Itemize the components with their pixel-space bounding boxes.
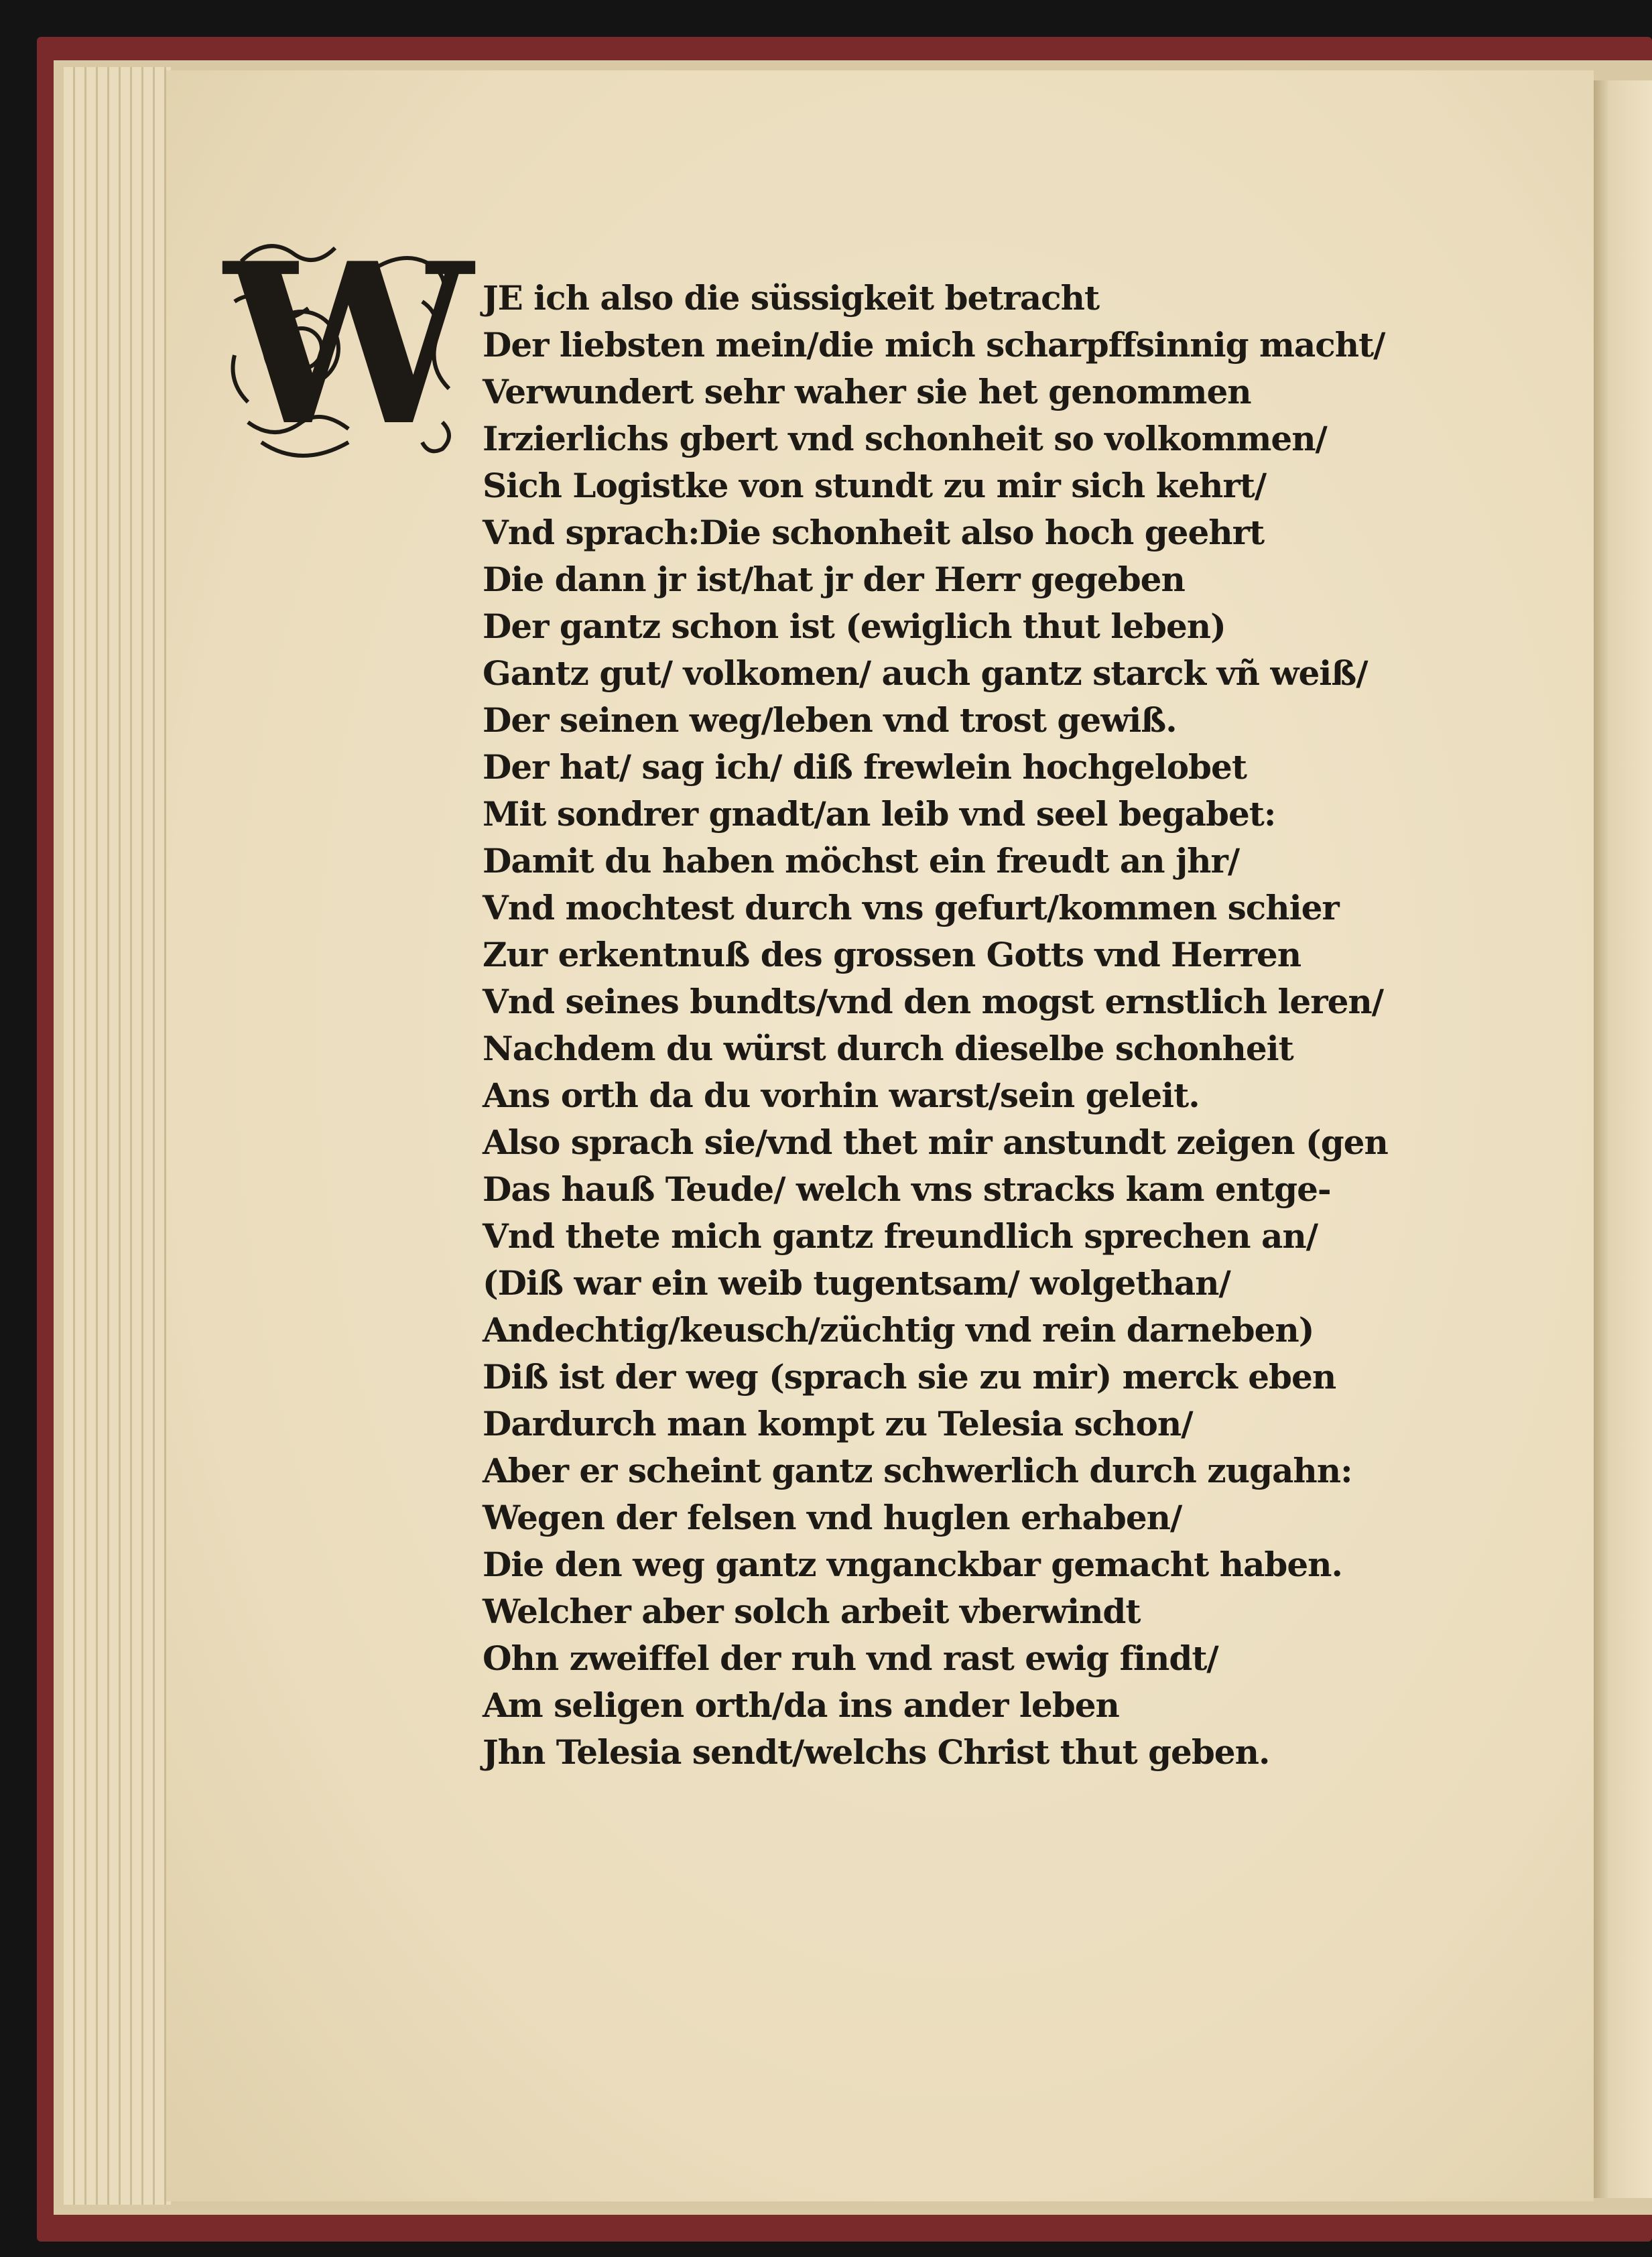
text-line: Vnd seines bundts/vnd den mogst ernstlich leren/ xyxy=(483,982,1384,1021)
text-line: Sich Logistke von stundt zu mir sich kehrt/ xyxy=(483,466,1267,505)
text-line: Jhn Telesia sendt/welchs Christ thut geben. xyxy=(483,1732,1270,1772)
text-line: Ohn zweiffel der ruh vnd rast ewig findt/ xyxy=(483,1638,1218,1678)
text-line: Vnd thete mich gantz freundlich sprechen an/ xyxy=(483,1216,1318,1256)
initial-letter: W xyxy=(224,221,473,474)
text-line: Verwundert sehr waher sie het genommen xyxy=(483,372,1251,411)
text-line: Nachdem du würst durch dieselbe schonheit xyxy=(483,1029,1293,1068)
text-line: Irzierlichs gbert vnd schonheit so volkommen/ xyxy=(483,419,1327,458)
text-line: Aber er scheint gantz schwerlich durch zugahn: xyxy=(483,1451,1352,1490)
text-line: Vnd mochtest durch vns gefurt/kommen schier xyxy=(483,888,1339,927)
text-line: JE ich also die süssigkeit betracht xyxy=(483,278,1100,318)
text-line: Mit sondrer gnadt/an leib vnd seel begabet: xyxy=(483,794,1276,834)
text-line: Die dann jr ist/hat jr der Herr gegeben xyxy=(483,560,1185,599)
text-line: Gantz gut/ volkomen/ auch gantz starck vñ weiß/ xyxy=(483,653,1368,693)
poem-text xyxy=(483,275,1388,1776)
text-line: Also sprach sie/vnd thet mir anstundt zeigen (gen xyxy=(483,1122,1388,1162)
text-line: Das hauß Teude/ welch vns stracks kam entge- xyxy=(483,1169,1331,1209)
text-line: Am seligen orth/da ins ander leben xyxy=(483,1685,1119,1725)
facing-page-edge xyxy=(1592,80,1652,2198)
text-line: (Diß war ein weib tugentsam/ wolgethan/ xyxy=(483,1263,1230,1303)
text-line: Diß ist der weg (sprach sie zu mir) merck eben xyxy=(483,1357,1336,1397)
text-line: Ans orth da du vorhin warst/sein geleit. xyxy=(483,1076,1200,1115)
text-line: Andechtig/keusch/züchtig vnd rein darneben) xyxy=(483,1310,1314,1350)
page-edges xyxy=(64,67,171,2205)
text-line: Der seinen weg/leben vnd trost gewiß. xyxy=(483,700,1177,740)
text-line: Welcher aber solch arbeit vberwindt xyxy=(483,1592,1141,1631)
decorated-initial xyxy=(221,221,476,476)
text-line: Zur erkentnuß des grossen Gotts vnd Herren xyxy=(483,935,1301,974)
text-line: Damit du haben möchst ein freudt an jhr/ xyxy=(483,841,1240,881)
text-line: Wegen der felsen vnd huglen erhaben/ xyxy=(483,1498,1182,1537)
text-line: Der hat/ sag ich/ diß frewlein hochgelobet xyxy=(483,747,1247,787)
text-line: Vnd sprach:Die schonheit also hoch geehrt xyxy=(483,513,1265,552)
text-line: Die den weg gantz vnganckbar gemacht haben. xyxy=(483,1545,1342,1584)
text-line: Der liebsten mein/die mich scharpffsinnig macht/ xyxy=(483,325,1385,365)
text-line: Der gantz schon ist (ewiglich thut leben) xyxy=(483,606,1226,646)
text-line: Dardurch man kompt zu Telesia schon/ xyxy=(483,1404,1193,1443)
